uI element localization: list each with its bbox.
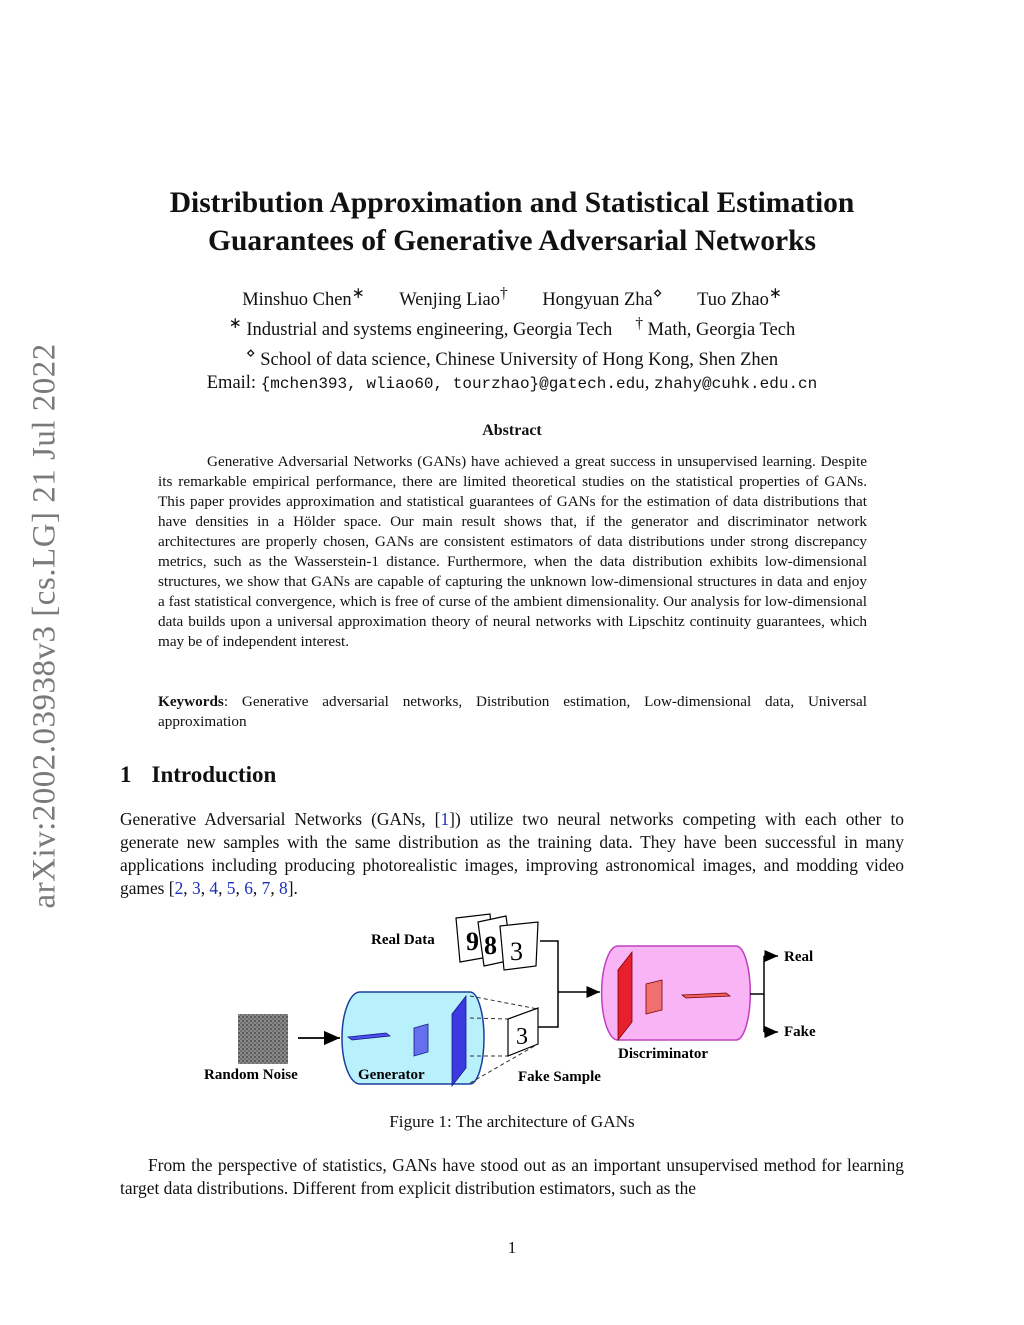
citation-link[interactable]: 6 — [244, 878, 253, 898]
label-fake-sample: Fake Sample — [518, 1069, 601, 1085]
author: Tuo Zhao∗ — [697, 285, 782, 311]
generator-layer-2 — [414, 1024, 428, 1056]
fake-sample-digit: 3 — [516, 1024, 528, 1050]
label-random-noise: Random Noise — [204, 1067, 298, 1083]
gan-architecture-figure — [190, 908, 830, 1098]
citation-link[interactable]: 3 — [191, 878, 201, 898]
email-link[interactable]: {mchen393, wliao60, tourzhao}@gatech.edu — [260, 375, 645, 394]
citation-link[interactable]: 1 — [440, 809, 450, 829]
title-line-2: Guarantees of Generative Adversarial Networks — [208, 225, 816, 257]
author-list — [120, 282, 904, 312]
arxiv-identifier: arXiv:2002.03938v3 [cs.LG] 21 Jul 2022 — [26, 343, 63, 909]
fake-sample-connector — [538, 992, 558, 1027]
label-generator: Generator — [358, 1067, 425, 1083]
intro-paragraph-1: Generative Adversarial Networks (GANs, [1]) utilize two neural networks competing with each other to generate new samples with the same distribution as the training data. They have been successful in many applications including producing photorealistic images, improving astronomical images, and modding video games [2, 3, 4, 5, 6, 7, 8]. — [120, 809, 904, 898]
real-data-digit-3: 3 — [510, 937, 523, 966]
label-fake: Fake — [784, 1024, 816, 1040]
figure-caption: Figure 1: The architecture of GANs — [389, 1112, 635, 1131]
real-data-digit-2: 8 — [484, 931, 497, 960]
citation-link[interactable]: 4 — [209, 878, 219, 898]
author: Wenjing Liao† — [399, 285, 508, 311]
real-data-connector — [540, 941, 558, 992]
citation-link[interactable]: 8 — [279, 878, 288, 898]
email-link[interactable]: zhahy@cuhk.edu.cn — [654, 375, 818, 394]
paper-title — [120, 184, 904, 260]
citation-link[interactable]: 5 — [226, 878, 236, 898]
citation-link[interactable]: 7 — [261, 878, 271, 898]
author: Minshuo Chen∗ — [242, 285, 365, 311]
abstract-body: Generative Adversarial Networks (GANs) have achieved a great success in unsupervised learning. Despite its remarkable empirical performance, there are limited theoretical studies on the statistical properties of GANs. This paper provides approximation and statistical guarantees of GANs for the estimation of data distributions that have densities in a Hölder space. Our main result shows that, if the generator and discriminator network architectures are properly chosen, GANs are consistent estimators of data distributions under strong discrepancy metrics, such as the Wasserstein-1 distance. Furthermore, when the data distribution exhibits low-dimensional structures, we show that GANs are capable of capturing the unknown low-dimensional structures in data and enjoy a fast statistical convergence, which is free of curse of the ambient dimensionality. Our analysis for low-dimensional data builds upon a universal approximation theory of neural networks with Lipschitz continuity guarantees, which may be of independent interest. — [158, 453, 867, 650]
label-real: Real — [784, 949, 814, 965]
page-number: 1 — [507, 1238, 517, 1257]
affiliation-line-1: ∗ Industrial and systems engineering, Georgia Tech † Math, Georgia Tech — [228, 315, 796, 341]
affiliation-line-2: ⋄ School of data science, Chinese University of Hong Kong, Shen Zhen — [245, 345, 779, 371]
random-noise-image — [238, 1014, 288, 1064]
author-block — [120, 282, 904, 396]
label-discriminator: Discriminator — [618, 1046, 708, 1062]
intro-paragraph-2: From the perspective of statistics, GANs have stood out as an important unsupervised method for learning target data distributions. Different from explicit distribution estimators, such as the — [120, 1155, 904, 1198]
discriminator-layer-2 — [646, 980, 662, 1014]
section-heading: 1 Introduction — [120, 762, 277, 787]
keywords: Keywords: Generative adversarial networks, Distribution estimation, Low-dimensional data, Universal approximation — [158, 693, 867, 730]
label-real-data: Real Data — [371, 932, 435, 948]
author: Hongyuan Zha⋄ — [542, 285, 663, 311]
email-line: Email: {mchen393, wliao60, tourzhao}@gatech.edu, zhahy@cuhk.edu.cn — [206, 373, 818, 394]
real-data-digit-1: 9 — [466, 927, 479, 956]
title-line-1: Distribution Approximation and Statistical Estimation — [169, 187, 855, 219]
citation-link[interactable]: 2 — [174, 878, 184, 898]
abstract-heading: Abstract — [482, 422, 542, 439]
